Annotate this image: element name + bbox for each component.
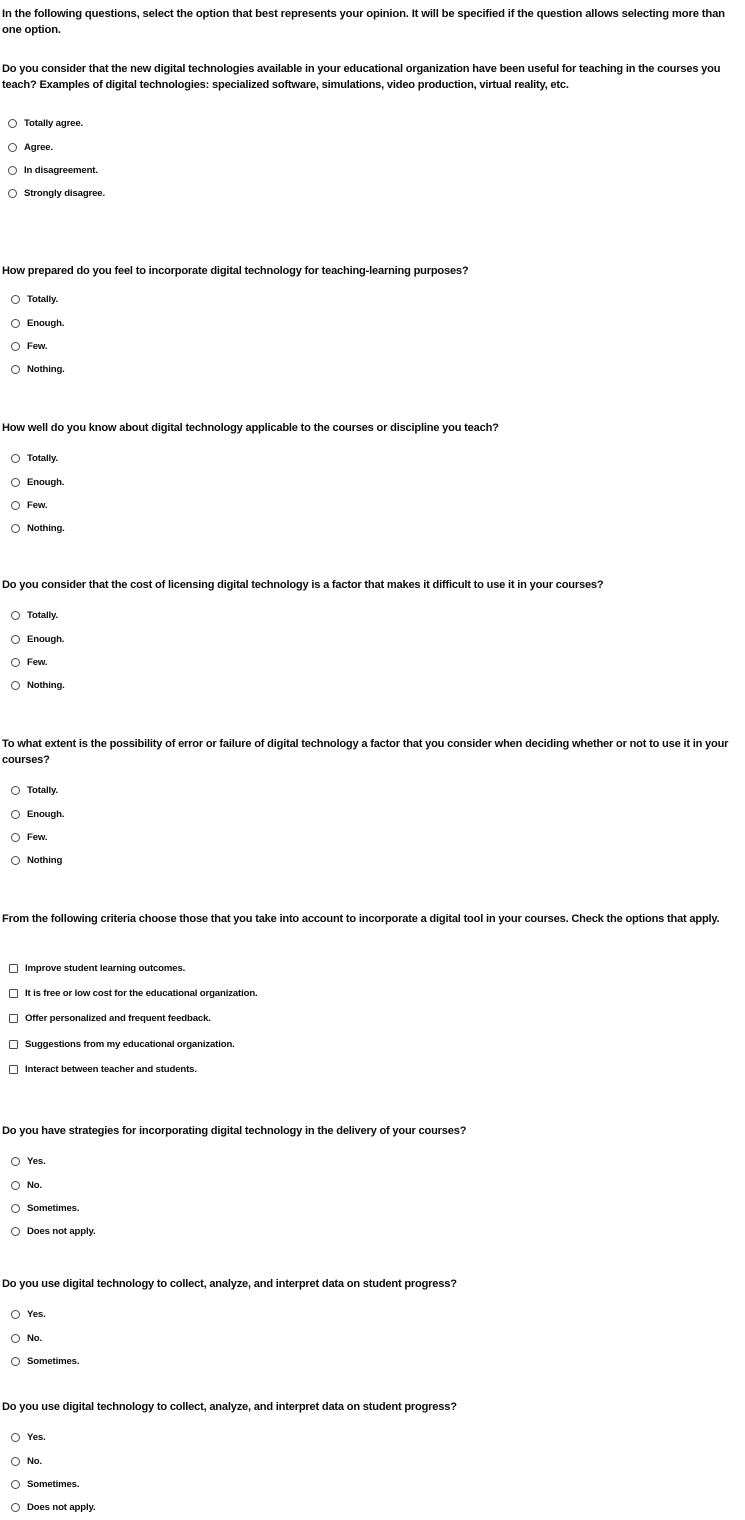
checkbox-icon[interactable] (9, 1065, 18, 1074)
radio-button-icon[interactable] (11, 1334, 20, 1343)
radio-option[interactable] (0, 112, 745, 135)
radio-button-icon[interactable] (11, 810, 20, 819)
radio-option[interactable] (0, 288, 745, 311)
radio-button-icon[interactable] (11, 319, 20, 328)
option-label: Totally. (27, 453, 58, 465)
checkbox-icon[interactable] (9, 989, 18, 998)
radio-button-icon[interactable] (8, 143, 17, 152)
option-label: Few. (27, 499, 48, 511)
checkbox-icon[interactable] (9, 1014, 18, 1023)
question-text: Do you use digital technology to collect, analyze, and interpret data on student progress? (2, 1278, 457, 1290)
radio-button-icon[interactable] (11, 611, 20, 620)
option-group (0, 1426, 745, 1520)
radio-button-icon[interactable] (11, 295, 20, 304)
radio-option[interactable] (0, 1449, 745, 1472)
radio-option[interactable] (0, 674, 745, 697)
radio-option[interactable] (0, 1173, 745, 1196)
option-label: Enough. (27, 633, 65, 645)
option-label: Enough. (27, 317, 65, 329)
option-label: Totally agree. (24, 118, 84, 130)
option-label: Nothing. (27, 364, 65, 376)
radio-option[interactable] (0, 1426, 745, 1449)
radio-option[interactable] (0, 358, 745, 381)
radio-button-icon[interactable] (11, 1457, 20, 1466)
option-label: Few. (27, 831, 48, 843)
radio-option[interactable] (0, 1326, 745, 1349)
radio-option[interactable] (0, 311, 745, 334)
option-label: Sometimes. (27, 1478, 80, 1490)
radio-button-icon[interactable] (11, 786, 20, 795)
radio-button-icon[interactable] (8, 166, 17, 175)
radio-option[interactable] (0, 1496, 745, 1519)
radio-option[interactable] (0, 135, 745, 158)
option-label: Sometimes. (27, 1202, 80, 1214)
question-text: Do you consider that the cost of licensing digital technology is a factor that makes it difficult to use it in your courses? (2, 579, 604, 591)
radio-option[interactable] (0, 1350, 745, 1373)
question-text: How prepared do you feel to incorporate digital technology for teaching-learning purposes? (2, 265, 469, 277)
radio-button-icon[interactable] (11, 681, 20, 690)
radio-button-icon[interactable] (11, 1157, 20, 1166)
checkbox-option[interactable] (0, 981, 745, 1006)
radio-option[interactable] (0, 802, 745, 825)
radio-option[interactable] (0, 627, 745, 650)
option-label: It is free or low cost for the educational organization. (25, 988, 258, 1000)
option-label: Nothing. (27, 523, 65, 535)
radio-button-icon[interactable] (11, 1480, 20, 1489)
radio-option[interactable] (0, 335, 745, 358)
option-label: Offer personalized and frequent feedback. (25, 1013, 211, 1025)
radio-option[interactable] (0, 651, 745, 674)
radio-option[interactable] (0, 517, 745, 540)
option-group (0, 956, 745, 1082)
radio-option[interactable] (0, 1220, 745, 1243)
option-label: Suggestions from my educational organization. (25, 1038, 235, 1050)
radio-button-icon[interactable] (11, 478, 20, 487)
checkbox-option[interactable] (0, 1032, 745, 1057)
option-label: Enough. (27, 476, 65, 488)
radio-option[interactable] (0, 604, 745, 627)
radio-option[interactable] (0, 826, 745, 849)
option-label: Nothing (27, 855, 63, 867)
option-label: Yes. (27, 1432, 46, 1444)
radio-button-icon[interactable] (11, 501, 20, 510)
radio-option[interactable] (0, 1197, 745, 1220)
radio-button-icon[interactable] (8, 189, 17, 198)
option-group (0, 1150, 745, 1244)
radio-button-icon[interactable] (11, 1310, 20, 1319)
radio-button-icon[interactable] (11, 1357, 20, 1366)
option-label: Does not apply. (27, 1226, 96, 1238)
checkbox-option[interactable] (0, 1057, 745, 1082)
option-label: Totally. (27, 610, 58, 622)
option-label: No. (27, 1179, 43, 1191)
option-group (0, 112, 745, 206)
radio-option[interactable] (0, 849, 745, 872)
question-text: From the following criteria choose those that you take into account to incorporate a digital tool in your courses. Check the options that apply. (2, 913, 720, 925)
option-group (0, 779, 745, 873)
checkbox-option[interactable] (0, 1006, 745, 1031)
option-label: Improve student learning outcomes. (25, 963, 186, 975)
option-label: Yes. (27, 1309, 46, 1321)
option-label: Agree. (24, 141, 53, 153)
option-label: Strongly disagree. (24, 188, 106, 200)
option-group (0, 288, 745, 382)
radio-button-icon[interactable] (11, 856, 20, 865)
option-label: Sometimes. (27, 1355, 80, 1367)
option-label: Enough. (27, 808, 65, 820)
question-text: Do you use digital technology to collect, analyze, and interpret data on student progress? (2, 1401, 457, 1413)
checkbox-icon[interactable] (9, 964, 18, 973)
question-text: To what extent is the possibility of error or failure of digital technology a factor that you consider when deciding whether or not to use it in your courses? (2, 738, 729, 766)
option-label: Nothing. (27, 680, 65, 692)
radio-button-icon[interactable] (11, 1433, 20, 1442)
radio-button-icon[interactable] (11, 1227, 20, 1236)
radio-button-icon[interactable] (8, 119, 17, 128)
checkbox-option[interactable] (0, 956, 745, 981)
option-group (0, 1303, 745, 1373)
radio-option[interactable] (0, 159, 745, 182)
radio-option[interactable] (0, 182, 745, 205)
radio-button-icon[interactable] (11, 1181, 20, 1190)
radio-option[interactable] (0, 1150, 745, 1173)
option-label: Few. (27, 656, 48, 668)
radio-button-icon[interactable] (11, 524, 20, 533)
option-label: Interact between teacher and students. (25, 1063, 197, 1075)
radio-button-icon[interactable] (11, 342, 20, 351)
option-group (0, 447, 745, 541)
checkbox-icon[interactable] (9, 1040, 18, 1049)
option-label: Yes. (27, 1156, 46, 1168)
radio-option[interactable] (0, 1303, 745, 1326)
option-group (0, 604, 745, 698)
question-text: Do you have strategies for incorporating digital technology in the delivery of your courses? (2, 1125, 467, 1137)
survey-instructions: In the following questions, select the option that best represents your opinion. It will be specified if the question allows selecting more than one option. (2, 8, 725, 36)
option-label: Totally. (27, 785, 58, 797)
option-label: Does not apply. (27, 1502, 96, 1514)
radio-button-icon[interactable] (11, 635, 20, 644)
option-label: Totally. (27, 294, 58, 306)
radio-button-icon[interactable] (11, 365, 20, 374)
radio-button-icon[interactable] (11, 658, 20, 667)
radio-option[interactable] (0, 779, 745, 802)
radio-button-icon[interactable] (11, 1204, 20, 1213)
radio-button-icon[interactable] (11, 454, 20, 463)
question-text: Do you consider that the new digital technologies available in your educational organization have been useful for teaching in the courses you teach? Examples of digital technologies: specialized software, simulations, video production, virtual reality, etc. (2, 63, 721, 91)
radio-option[interactable] (0, 494, 745, 517)
option-label: Few. (27, 340, 48, 352)
option-label: In disagreement. (24, 164, 98, 176)
radio-option[interactable] (0, 1473, 745, 1496)
option-label: No. (27, 1455, 43, 1467)
question-text: How well do you know about digital technology applicable to the courses or discipline you teach? (2, 422, 499, 434)
option-label: No. (27, 1332, 43, 1344)
radio-option[interactable] (0, 447, 745, 470)
radio-button-icon[interactable] (11, 1503, 20, 1512)
radio-button-icon[interactable] (11, 833, 20, 842)
radio-option[interactable] (0, 470, 745, 493)
